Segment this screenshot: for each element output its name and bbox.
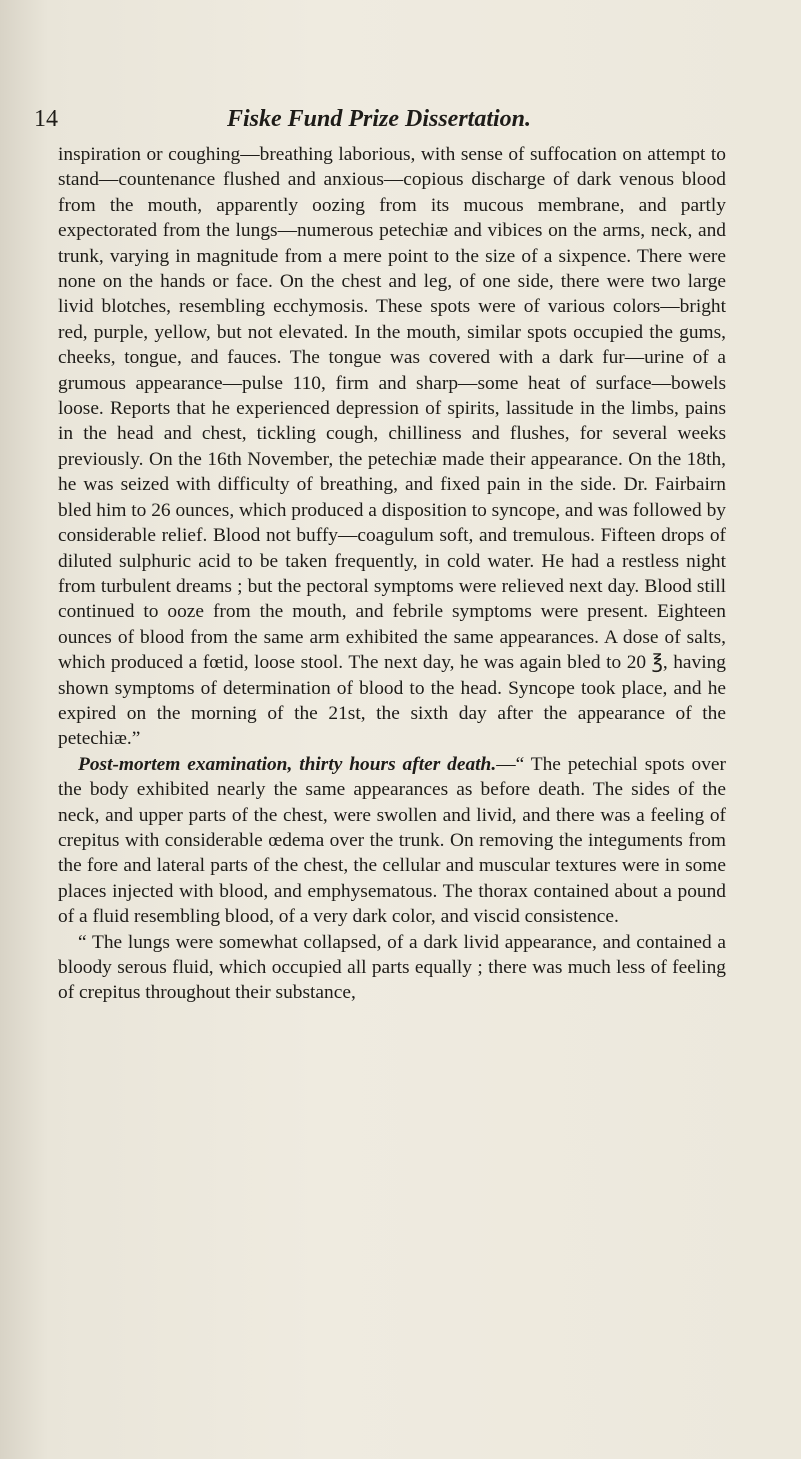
paragraph: inspiration or coughing—breathing laborious, with sense of suffocation on attempt to stand—countenance flushed and anxious—copious discharge of dark venous blood from the mouth, apparently oozing from its mucous membrane, and partly expectorated from the lungs—numerous petechiæ and vibices on the arms, neck, and trunk, varying in magnitude from a mere point to the size of a sixpence. There were none on the hands or face. On the chest and leg, of one side, there were two large livid blotches, resembling ecchymosis. These spots were of various colors—bright red, purple, yellow, but not elevated. In the mouth, similar spots occupied the gums, cheeks, tongue, and fauces. The tongue was covered with a dark fur—urine of a grumous appearance—pulse 110, firm and sharp—some heat of surface—bowels loose. Reports that he experienced depression of spirits, lassitude in the limbs, pains in the head and chest, tickling cough, chilliness and flushes, for several weeks previously. On the 16th November, the petechiæ made their appearance. On the 18th, he was seized with difficulty of breathing, and fixed pain in the side. Dr. Fairbairn bled him to 26 ounces, which produced a disposition to syncope, and was followed by considerable relief. Blood not buffy—coagulum soft, and tremulous. Fifteen drops of diluted sulphuric acid to be taken frequently, in cold water. He had a restless night from turbulent dreams ; but the pectoral symptoms were relieved next day. Blood still continued to ooze from the mouth, and febrile symptoms were present. Eighteen ounces of blood from the same arm exhibited the same appearances. A dose of salts, which produced a fœtid, loose stool. The next day, he was again bled to 20 ℥, having shown symptoms of determination of blood to the head. Syncope took place, and he expired on the morning of the 21st, the sixth day after the appearance of the petechiæ.” [58,144,726,750]
page-header [34,103,724,143]
paragraph: “ The lungs were somewhat collapsed, of a dark livid appearance, and contained a bloody serous fluid, which occupied all parts equally ; there was much less of feeling of crepitus throughout their substance, [58,931,726,1004]
running-title: Fiske Fund Prize Dissertation. [226,106,532,132]
page-number: 14 [34,106,58,132]
paragraph-text: —“ The petechial spots over the body exhibited nearly the same appearances as before death. The sides of the neck, and upper parts of the chest, were swollen and livid, and there was a feeling of crepitus with considerable œdema over the trunk. On removing the integuments from the fore and lateral parts of the chest, the cellular and muscular textures were in some places injected with blood, and emphysematous. The thorax contained about a pound of a fluid resembling blood, of a very dark color, and viscid consistence. [58,753,726,928]
body-text [58,142,726,1006]
post-mortem-heading: Post-mortem examination, thirty hours after death. [78,753,497,775]
paragraph [58,752,726,930]
